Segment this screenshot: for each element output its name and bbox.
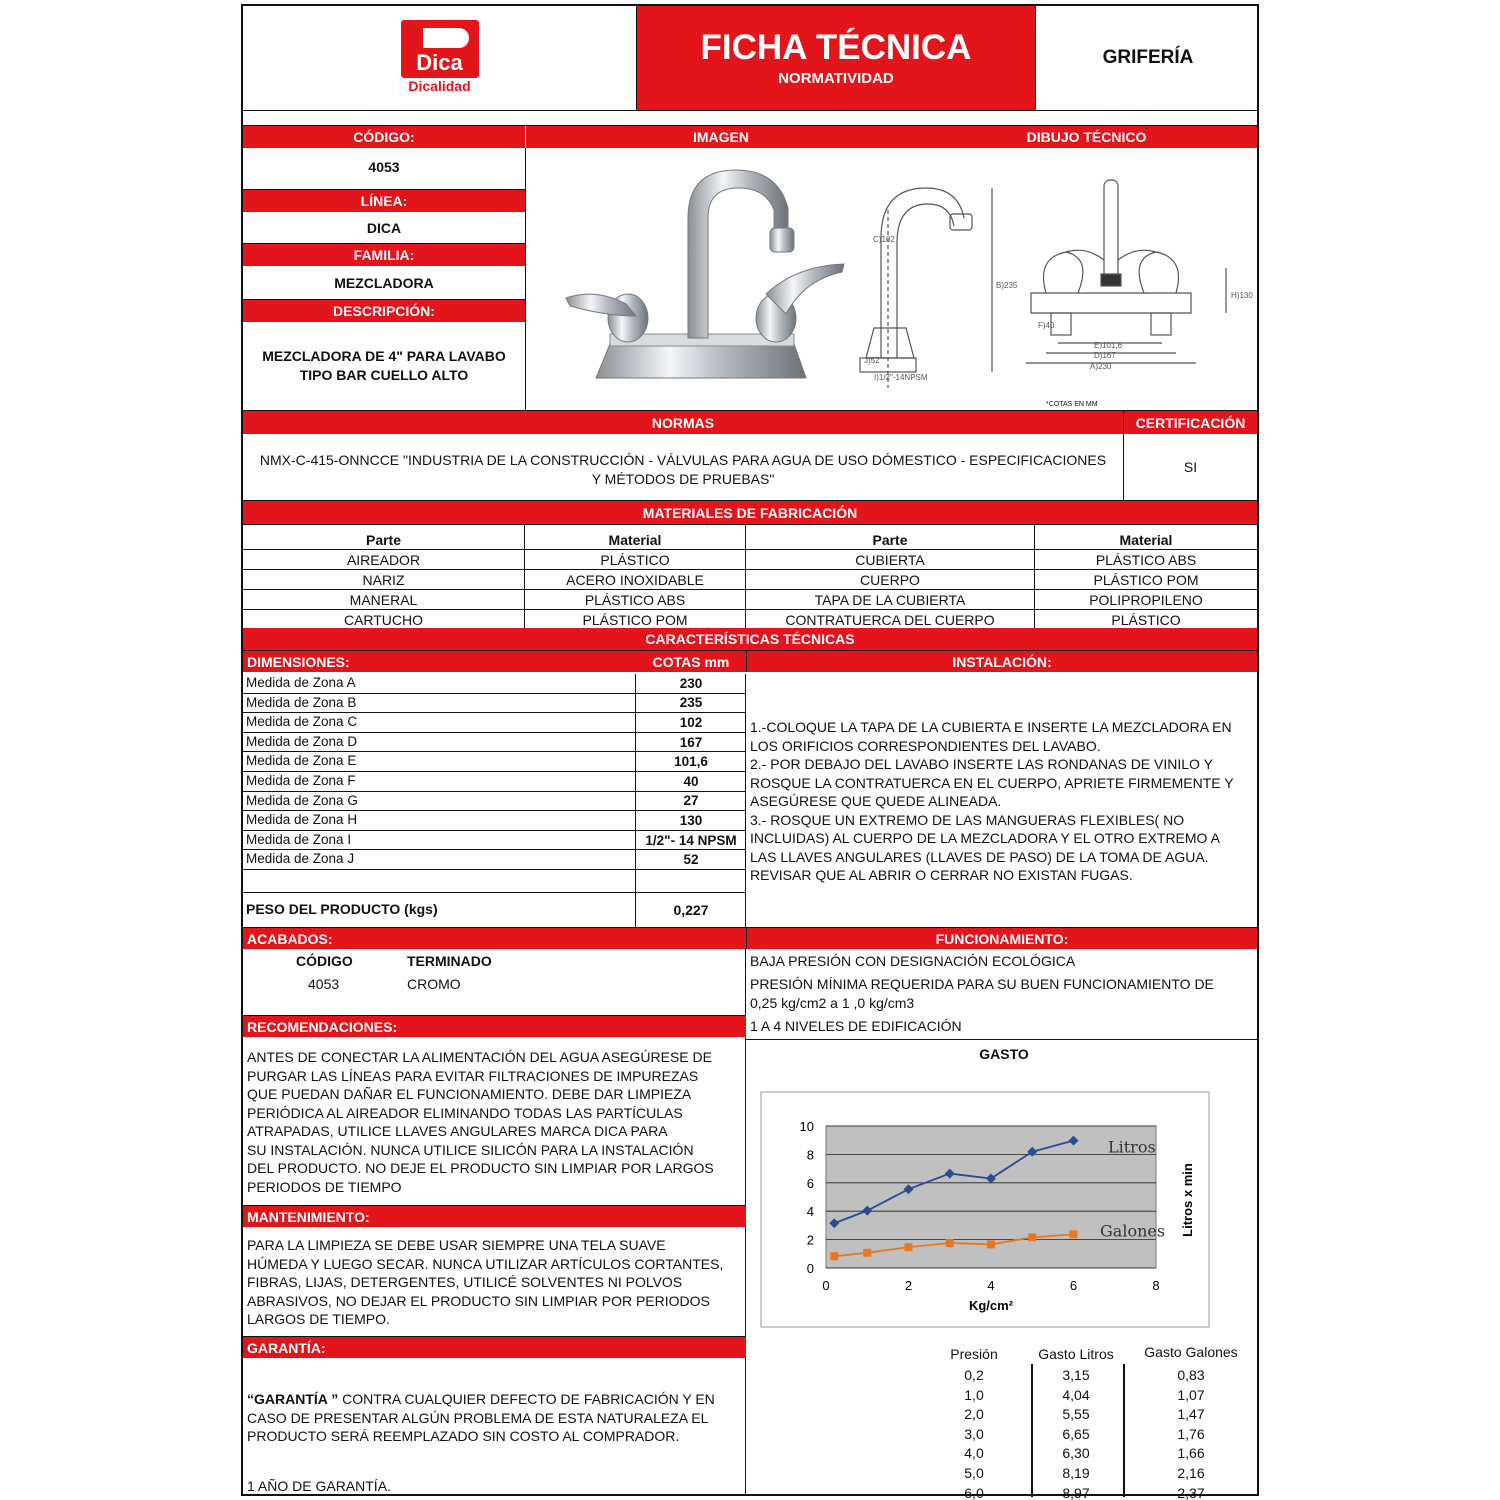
technical-drawing-front	[1026, 180, 1253, 371]
dimension-row	[243, 733, 746, 753]
linea-value: DICA	[243, 212, 525, 244]
dimensiones-header: DIMENSIONES:	[243, 650, 635, 672]
materials-cell: PLÁSTICO ABS	[525, 590, 746, 609]
materials-cell: CONTRATUERCA DEL CUERPO	[746, 610, 1035, 629]
separator	[243, 110, 1257, 126]
text-line: PURGAR LAS LÍNEAS PARA EVITAR FILTRACIONES DE IMPUREZAS	[247, 1067, 699, 1084]
dimension-row	[243, 694, 746, 714]
dimension-row	[243, 831, 746, 851]
garantia-text: “GARANTÍA ” CONTRA CUALQUIER DEFECTO DE FABRICACIÓN Y EN CASO DE PRESENTAR ALGÚN PROBLEMA DE ESTA NATURALEZA EL PRODUCTO SERÁ REEMPLAZADO SIN COSTO AL COMPRADOR.	[247, 1391, 715, 1444]
gasto-cell: 2,37	[1177, 1484, 1205, 1500]
dimension-label: Medida de Zona D	[246, 733, 358, 749]
logo	[243, 6, 636, 110]
funcionamiento-header: FUNCIONAMIENTO:	[746, 927, 1257, 949]
dimension-label: Medida de Zona F	[246, 773, 356, 788]
logo-tagline: Dicalidad	[408, 78, 471, 94]
imagen-header: IMAGEN	[526, 126, 916, 148]
text-line: ROSQUE LA CONTRATUERCA EN EL CUERPO, APRIETE FIRMEMENTE Y	[750, 774, 1234, 791]
dimension-label: Medida de Zona A	[246, 675, 356, 690]
materials-cell: PLÁSTICO POM	[1093, 571, 1199, 588]
text-line: HÚMEDA Y LUEGO SECAR. NUNCA UTILIZAR ARTÍCULOS CORTANTES,	[247, 1255, 724, 1272]
certificacion-value: SI	[1123, 434, 1257, 500]
faucet-photo	[566, 170, 844, 378]
data-point	[905, 1243, 913, 1251]
materials-row	[243, 570, 1257, 590]
gasto-cell: 5,0	[964, 1465, 984, 1481]
text-line: 3.- ROSQUE UN EXTREMO DE LAS MANGUERAS FLEXIBLES( NO	[750, 811, 1185, 828]
svg-text:F)40: F)40	[1038, 321, 1055, 330]
dimension-value: 167	[635, 733, 746, 752]
normas-header: NORMAS	[243, 410, 1123, 434]
materials-row	[243, 610, 1257, 630]
gasto-cell: 1,76	[1177, 1425, 1205, 1442]
dimension-label: Medida de Zona I	[246, 831, 352, 847]
materials-table	[243, 524, 1257, 628]
data-point	[946, 1239, 954, 1247]
gasto-cell: 3,0	[964, 1425, 984, 1442]
peso-value: 0,227	[635, 893, 746, 927]
dimension-row	[243, 674, 746, 694]
gasto-cell: 1,47	[1177, 1406, 1205, 1423]
y-tick-label: 10	[799, 1119, 814, 1134]
gasto-cell: 6,65	[1062, 1425, 1090, 1442]
gasto-chart	[746, 1080, 1257, 1330]
image-area	[525, 148, 1257, 410]
text-line: DEL PRODUCTO. NO DEJE EL PRODUCTO SIN LIMPIAR POR LARGOS	[247, 1160, 714, 1176]
y-axis-label: Litros x min	[1180, 1163, 1195, 1237]
series-label: Litros	[1108, 1137, 1156, 1157]
peso-row	[243, 892, 746, 927]
gasto-section	[746, 1039, 1257, 1500]
garantia-header: GARANTÍA:	[243, 1336, 746, 1358]
dimension-row	[243, 850, 746, 870]
codigo-header: CÓDIGO:	[243, 126, 525, 148]
gasto-header-cell: Gasto Galones	[1144, 1344, 1238, 1360]
text-line: LARGOS DE TIEMPO.	[247, 1311, 390, 1327]
dimension-label: Medida de Zona J	[246, 851, 355, 867]
technical-drawing-side	[860, 188, 1018, 388]
descripcion-header: DESCRIPCIÓN:	[243, 300, 525, 322]
gasto-cell: 4,0	[964, 1445, 984, 1462]
page-title: FICHA TÉCNICA	[700, 28, 972, 67]
instalacion-header: INSTALACIÓN:	[746, 650, 1257, 672]
text-line: LAS LLAVES ANGULARES (LLAVES DE PASO) DE LA TOMA DE AGUA.	[750, 848, 1209, 865]
data-point	[863, 1249, 871, 1257]
familia-header: FAMILIA:	[243, 244, 525, 266]
text-line: FIBRAS, LIJAS, DETERGENTES, UTILICÉ SOLVENTES NI POLVOS	[247, 1274, 683, 1290]
tech-sheet	[241, 4, 1259, 1500]
gasto-cell: 1,66	[1177, 1445, 1205, 1462]
acabados-header: ACABADOS:	[243, 927, 746, 949]
materials-cell: CARTUCHO	[243, 610, 525, 629]
gasto-cell: 1,0	[964, 1386, 984, 1403]
materials-cell: AIREADOR	[243, 550, 525, 569]
gasto-cell: 3,15	[1062, 1367, 1090, 1383]
y-tick-label: 6	[806, 1175, 814, 1191]
garantia-duracion: 1 AÑO DE GARANTÍA.	[247, 1478, 391, 1494]
dimension-value: 101,6	[635, 752, 746, 771]
text-line: PERIÓDICA AL AIREADOR ELIMINANDO TODAS LAS PARTÍCULAS	[247, 1104, 683, 1121]
data-point	[1028, 1233, 1036, 1241]
gasto-table	[746, 1340, 1257, 1500]
gasto-cell: 2,0	[964, 1406, 984, 1423]
gasto-header-cell: Presión	[950, 1346, 998, 1362]
x-tick-label: 8	[1152, 1278, 1160, 1293]
dimension-value: 52	[635, 850, 746, 869]
gasto-cell: 0,83	[1177, 1367, 1205, 1383]
data-point	[830, 1252, 838, 1260]
acabados-table: CÓDIGO TERMINADO 4053 CROMO	[243, 949, 746, 1015]
page-subtitle: NORMATIVIDAD	[778, 70, 894, 87]
chart-title: GASTO	[979, 1046, 1029, 1062]
gasto-cell: 8,19	[1062, 1465, 1090, 1481]
text-line: ANTES DE CONECTAR LA ALIMENTACIÓN DEL AGUA ASEGÚRESE DE	[247, 1049, 712, 1065]
svg-text:C)102: C)102	[873, 235, 895, 244]
x-tick-label: 6	[1069, 1278, 1078, 1293]
dimension-label: Medida de Zona C	[246, 714, 358, 730]
svg-text:H)130: H)130	[1231, 291, 1253, 300]
text-line: ABRASIVOS, NO DEJAR EL PRODUCTO SIN LIMPIAR POR PERIODOS	[247, 1292, 710, 1309]
materials-row	[243, 550, 1257, 570]
cotas-note: *COTAS EN MM	[1046, 401, 1098, 408]
dimension-value: 40	[635, 772, 746, 791]
logo-brand: Dica	[416, 50, 463, 75]
y-tick-label: 0	[806, 1261, 814, 1276]
text-line: PARA LA LIMPIEZA SE DEBE USAR SIEMPRE UNA TELA SUAVE	[247, 1237, 666, 1253]
materials-cell: PLÁSTICO	[1111, 611, 1181, 628]
dimension-value: 27	[635, 792, 746, 811]
x-tick-label: 4	[987, 1278, 995, 1293]
text-line: REVISAR QUE AL ABRIR O CERRAR NO EXISTAN FUGAS.	[750, 867, 1133, 883]
svg-text:D)167: D)167	[1094, 351, 1116, 360]
gasto-cell: 4,04	[1062, 1386, 1090, 1403]
text-line: 1.-COLOQUE LA TAPA DE LA CUBIERTA E INSERTE LA MEZCLADORA EN	[750, 719, 1232, 735]
materiales-header: MATERIALES DE FABRICACIÓN	[243, 500, 1257, 524]
dimension-value: 102	[635, 713, 746, 732]
dimension-value: 130	[635, 811, 746, 830]
dimension-label: Medida de Zona G	[246, 792, 358, 808]
descripcion-value: MEZCLADORA DE 4" PARA LAVABO TIPO BAR CUELLO ALTO	[262, 348, 506, 383]
dimension-value: 235	[635, 694, 746, 713]
dimension-row	[243, 752, 746, 772]
materials-cell: TAPA DE LA CUBIERTA	[746, 590, 1035, 609]
text-line: ATRAPADAS, UTILICE LLAVES ANGULARES MARCA DICA PARA	[247, 1123, 668, 1139]
text-line: LOS ORIFICIOS CORRESPONDIENTES DEL LAVABO.	[750, 737, 1101, 754]
materials-cell: POLIPROPILENO	[1089, 591, 1203, 608]
materials-cell: PLÁSTICO POM	[525, 610, 746, 629]
materials-cell: CUERPO	[746, 570, 1035, 589]
instalacion-text	[750, 718, 1255, 885]
y-tick-label: 8	[806, 1147, 814, 1163]
category-label: GRIFERÍA	[1102, 47, 1194, 68]
materials-cell: PLÁSTICO ABS	[1095, 551, 1197, 568]
materials-cell: ACERO INOXIDABLE	[525, 570, 746, 589]
dimension-label: Medida de Zona B	[246, 694, 357, 710]
dimension-value: 230	[635, 674, 746, 693]
gasto-cell: 8,97	[1062, 1484, 1090, 1500]
materials-header-cell: Material	[1119, 532, 1173, 548]
text-line: INCLUIDAS) AL CUERPO DE LA MEZCLADORA Y EL OTRO EXTREMO A	[750, 830, 1220, 846]
data-point	[1070, 1230, 1078, 1238]
text-line: 2.- POR DEBAJO DEL LAVABO INSERTE LAS RONDANAS DE VINILO Y	[750, 756, 1213, 772]
x-axis-label: Kg/cm²	[968, 1298, 1014, 1313]
materials-header-cell: Parte	[243, 525, 525, 549]
materials-header-cell: Parte	[746, 525, 1035, 549]
x-tick-label: 2	[904, 1278, 913, 1293]
funcionamiento-text: BAJA PRESIÓN CON DESIGNACIÓN ECOLÓGICA PRESIÓN MÍNIMA REQUERIDA PARA SU BUEN FUNCIONAMIENTO DE 0,25 kg/cm2 a 1 ,0 kg/cm3 1 A 4 NIVELES DE EDIFICACIÓN	[750, 953, 1214, 1034]
text-line: QUE PUEDAN DAÑAR EL FUNCIONAMIENTO. DEBE DAR LIMPIEZA	[247, 1086, 692, 1102]
y-tick-label: 2	[806, 1232, 814, 1248]
mantenimiento-header: MANTENIMIENTO:	[243, 1205, 746, 1227]
gasto-cell: 5,55	[1062, 1406, 1090, 1423]
series-label: Galones	[1100, 1221, 1166, 1241]
gasto-cell: 0,2	[964, 1367, 984, 1383]
dimension-row	[243, 772, 746, 792]
svg-text:I)1/2"-14NPSM: I)1/2"-14NPSM	[874, 373, 928, 382]
certificacion-header: CERTIFICACIÓN	[1123, 410, 1257, 434]
y-tick-label: 4	[806, 1204, 814, 1220]
codigo-value: 4053	[243, 148, 525, 190]
x-tick-label: 0	[822, 1278, 830, 1293]
dimension-row-empty	[243, 870, 746, 892]
linea-header: LÍNEA:	[243, 190, 525, 212]
materials-header-row	[243, 524, 1257, 550]
gasto-cell: 2,16	[1177, 1465, 1205, 1481]
dimension-value: 1/2"- 14 NPSM	[635, 831, 746, 850]
dimension-row	[243, 811, 746, 831]
materials-cell: PLÁSTICO	[525, 550, 746, 569]
gasto-cell: 1,07	[1177, 1386, 1205, 1403]
caracteristicas-header: CARACTERÍSTICAS TÉCNICAS	[243, 628, 1257, 650]
materials-row	[243, 590, 1257, 610]
dimension-row	[243, 792, 746, 812]
svg-text:B)235: B)235	[996, 281, 1018, 290]
dimensions-table	[243, 674, 746, 892]
dimension-label: Medida de Zona E	[246, 753, 357, 769]
svg-text:E)101,6: E)101,6	[1094, 341, 1123, 350]
text-line: ASEGÚRESE QUE QUEDE ALINEADA.	[750, 793, 1002, 809]
cotas-header: COTAS mm	[635, 650, 747, 672]
normas-text: NMX-C-415-ONNCCE "INDUSTRIA DE LA CONSTRUCCIÓN - VÁLVULAS PARA AGUA DE USO DÓMESTICO - ESPECIFICACIONES Y MÉTODOS DE PRUEBAS"	[259, 452, 1107, 487]
dibujo-header: DIBUJO TÉCNICO	[916, 126, 1257, 148]
dimension-row	[243, 713, 746, 733]
materials-cell: CUBIERTA	[746, 550, 1035, 569]
faucet-images	[526, 148, 1258, 410]
materials-cell: MANERAL	[243, 590, 525, 609]
peso-label: PESO DEL PRODUCTO (kgs)	[246, 901, 438, 917]
familia-value: MEZCLADORA	[243, 266, 525, 300]
gasto-cell: 6,0	[964, 1484, 984, 1500]
text-line: SU INSTALACIÓN. NUNCA UTILICE SILICÓN PARA LA INSTALACIÓN	[247, 1141, 694, 1158]
svg-text:J)52: J)52	[864, 356, 880, 365]
text-line: PERIODOS DE TIEMPO	[247, 1178, 402, 1195]
gasto-cell: 6,30	[1062, 1445, 1090, 1462]
header-title-block	[636, 6, 1036, 110]
gasto-header-cell: Gasto Litros	[1038, 1346, 1114, 1362]
svg-text:A)230: A)230	[1090, 362, 1112, 371]
data-point	[987, 1240, 995, 1248]
dimension-label: Medida de Zona H	[246, 812, 358, 828]
recomendaciones-header: RECOMENDACIONES:	[243, 1015, 746, 1037]
materials-cell: NARIZ	[243, 570, 525, 589]
materials-header-cell: Material	[525, 525, 746, 549]
